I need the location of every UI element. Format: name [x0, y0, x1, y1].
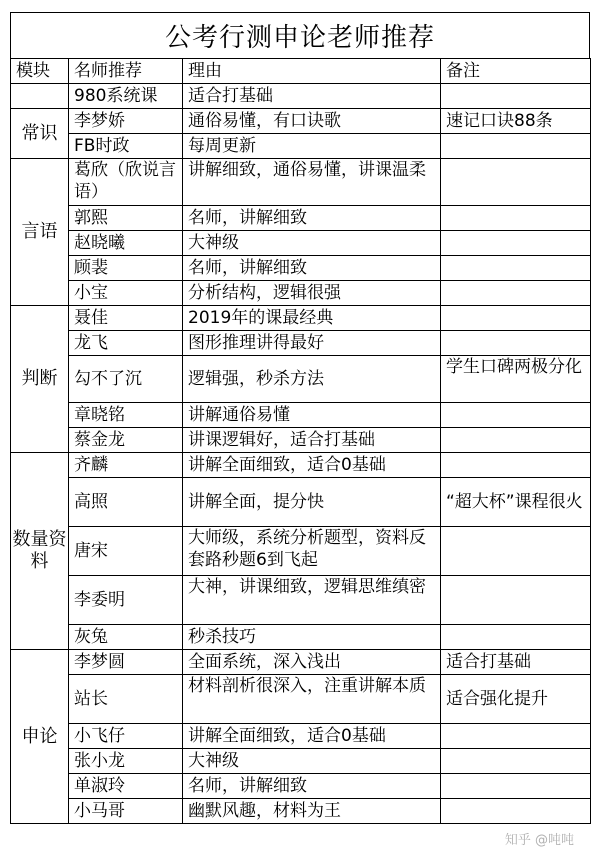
- header-teacher: 名师推荐: [69, 59, 183, 84]
- reason-cell: 讲解通俗易懂: [183, 403, 441, 428]
- reason-cell: 讲解全面细致，适合0基础: [183, 724, 441, 749]
- reason-cell: 2019年的课最经典: [183, 306, 441, 331]
- table-row: [11, 306, 591, 331]
- table-row: [11, 576, 591, 625]
- table-row: [11, 428, 591, 453]
- table-row: [11, 625, 591, 650]
- note-cell: [441, 281, 591, 306]
- note-cell: 适合打基础: [441, 650, 591, 675]
- table-row: [11, 281, 591, 306]
- note-cell: [441, 625, 591, 650]
- teacher-cell: 勾不了沉: [69, 356, 183, 403]
- table-row: [11, 749, 591, 774]
- sheet-title: 公考行测申论老师推荐: [10, 12, 590, 58]
- header-note: 备注: [441, 59, 591, 84]
- reason-cell: 讲解全面，提分快: [183, 478, 441, 527]
- module-changshi: 常识: [11, 109, 69, 159]
- reason-cell: 图形推理讲得最好: [183, 331, 441, 356]
- note-cell: 适合强化提升: [441, 675, 591, 724]
- table-row: [11, 650, 591, 675]
- note-cell: [441, 331, 591, 356]
- reason-cell: 大神，讲课细致，逻辑思维缜密: [183, 576, 441, 625]
- teacher-cell: 小飞仔: [69, 724, 183, 749]
- table-row: [11, 774, 591, 799]
- table-row: [11, 527, 591, 576]
- note-cell: [441, 453, 591, 478]
- watermark: 知乎 @吨吨: [504, 833, 574, 848]
- teacher-cell: 李梦圆: [69, 650, 183, 675]
- teacher-cell: 李梦娇: [69, 109, 183, 134]
- note-cell: [441, 206, 591, 231]
- teacher-cell: 李委明: [69, 576, 183, 625]
- teacher-cell: 单淑玲: [69, 774, 183, 799]
- reason-cell: 通俗易懂，有口诀歌: [183, 109, 441, 134]
- reason-cell: 材料剖析很深入，注重讲解本质: [183, 675, 441, 724]
- table-row: [11, 478, 591, 527]
- teacher-cell: 赵晓曦: [69, 231, 183, 256]
- reason-cell: 大师级，系统分析题型，资料反套路秒题6到飞起: [183, 527, 441, 576]
- table-row: [11, 206, 591, 231]
- teacher-cell: 高照: [69, 478, 183, 527]
- teacher-cell: 唐宋: [69, 527, 183, 576]
- module-cell-empty: [11, 84, 69, 109]
- note-cell: [441, 799, 591, 824]
- reason-cell: 名师，讲解细致: [183, 256, 441, 281]
- note-cell: [441, 159, 591, 206]
- reason-cell: 名师，讲解细致: [183, 206, 441, 231]
- header-reason: 理由: [183, 59, 441, 84]
- reason-cell: 讲解细致，通俗易懂，讲课温柔: [183, 159, 441, 206]
- teacher-cell: 蔡金龙: [69, 428, 183, 453]
- teacher-cell: 龙飞: [69, 331, 183, 356]
- teacher-cell: FB时政: [69, 134, 183, 159]
- table-row: [11, 403, 591, 428]
- teacher-cell: 郭熙: [69, 206, 183, 231]
- note-cell: [441, 527, 591, 576]
- note-cell: [441, 84, 591, 109]
- note-cell: [441, 231, 591, 256]
- table-row: [11, 675, 591, 724]
- reason-cell: 讲解全面细致，适合0基础: [183, 453, 441, 478]
- teacher-cell: 顾裴: [69, 256, 183, 281]
- reason-cell: 讲课逻辑好，适合打基础: [183, 428, 441, 453]
- table-row: [11, 256, 591, 281]
- table-row: [11, 159, 591, 206]
- teacher-cell: 章晓铭: [69, 403, 183, 428]
- teacher-cell: 张小龙: [69, 749, 183, 774]
- note-cell: [441, 724, 591, 749]
- reason-cell: 分析结构，逻辑很强: [183, 281, 441, 306]
- table-row: [11, 109, 591, 134]
- note-cell: [441, 749, 591, 774]
- reason-cell: 逻辑强，秒杀方法: [183, 356, 441, 403]
- table-row: [11, 724, 591, 749]
- reason-cell: 名师，讲解细致: [183, 774, 441, 799]
- note-cell: 学生口碑两极分化: [441, 356, 591, 403]
- recommendation-sheet: [10, 12, 590, 852]
- note-cell: [441, 134, 591, 159]
- table-row: [11, 453, 591, 478]
- note-cell: [441, 256, 591, 281]
- table-row: [11, 134, 591, 159]
- table-row: [11, 231, 591, 256]
- teacher-cell: 灰兔: [69, 625, 183, 650]
- module-panduan: 判断: [11, 306, 69, 453]
- note-cell: [441, 403, 591, 428]
- module-yanyu: 言语: [11, 159, 69, 306]
- teacher-cell: 980系统课: [69, 84, 183, 109]
- module-shenlun: 申论: [11, 650, 69, 824]
- reason-cell: 秒杀技巧: [183, 625, 441, 650]
- reason-cell: 适合打基础: [183, 84, 441, 109]
- table-row: [11, 356, 591, 403]
- teacher-cell: 站长: [69, 675, 183, 724]
- reason-cell: 全面系统，深入浅出: [183, 650, 441, 675]
- reason-cell: 大神级: [183, 749, 441, 774]
- reason-cell: 幽默风趣，材料为王: [183, 799, 441, 824]
- teacher-cell: 聂佳: [69, 306, 183, 331]
- reason-cell: 大神级: [183, 231, 441, 256]
- teacher-table: [10, 58, 591, 824]
- note-cell: [441, 306, 591, 331]
- module-shuliang: 数量资料: [11, 453, 69, 650]
- table-row: [11, 799, 591, 824]
- note-cell: [441, 774, 591, 799]
- note-cell: [441, 576, 591, 625]
- teacher-cell: 小马哥: [69, 799, 183, 824]
- teacher-cell: 葛欣（欣说言语）: [69, 159, 183, 206]
- table-row: [11, 331, 591, 356]
- header-module: 模块: [11, 59, 69, 84]
- header-row: [11, 59, 591, 84]
- note-cell: 速记口诀88条: [441, 109, 591, 134]
- note-cell: [441, 428, 591, 453]
- reason-cell: 每周更新: [183, 134, 441, 159]
- note-cell: “超大杯”课程很火: [441, 478, 591, 527]
- teacher-cell: 小宝: [69, 281, 183, 306]
- table-row: [11, 84, 591, 109]
- teacher-cell: 齐麟: [69, 453, 183, 478]
